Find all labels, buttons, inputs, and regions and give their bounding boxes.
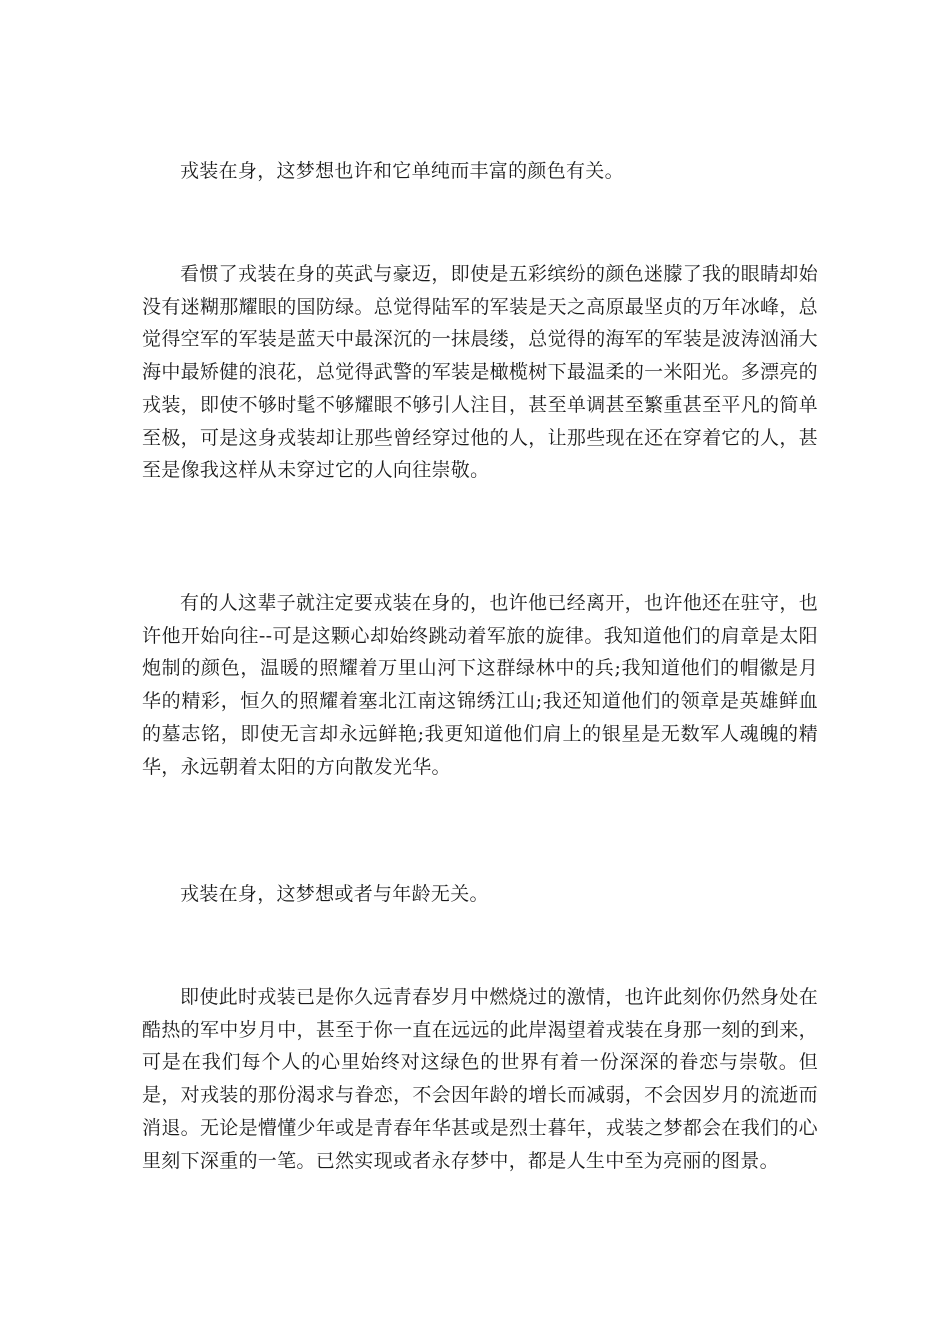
paragraph-5: 即使此时戎装已是你久远青春岁月中燃烧过的激情，也许此刻你仍然身处在酷热的军中岁月中，甚至于你一直在远远的此岸渴望着戎装在身那一刻的到来，可是在我们每个人的心里始终对这绿色的世界有着一份深深的眷恋与崇敬。但是，对戎装的那份渴求与眷恋，不会因年龄的增长而减弱，不会因岁月的流逝而消退。无论是懵懂少年或是青春年华甚或是烈士暮年，戎装之梦都会在我们的心里刻下深重的一笔。已然实现或者永存梦中，都是人生中至为亮丽的图景。 [142,986,818,1172]
paragraph-2: 看惯了戎装在身的英武与豪迈，即使是五彩缤纷的颜色迷朦了我的眼睛却始没有迷糊那耀眼的国防绿。总觉得陆军的军装是天之高原最坚贞的万年冰峰，总觉得空军的军装是蓝天中最深沉的一抹晨缕，总觉得的海军的军装是波涛汹涌大海中最矫健的浪花，总觉得武警的军装是橄榄树下最温柔的一米阳光。多漂亮的戎装，即使不够时髦不够耀眼不够引人注目，甚至单调甚至繁重甚至平凡的简单至极，可是这身戎装却让那些曾经穿过他的人，让那些现在还在穿着它的人，甚至是像我这样从未穿过它的人向往崇敬。 [142,263,818,482]
paragraph-3: 有的人这辈子就注定要戎装在身的，也许他已经离开，也许他还在驻守，也许他开始向往--可是这颗心却始终跳动着军旅的旋律。我知道他们的肩章是太阳炮制的颜色，温暖的照耀着万里山河下这群绿林中的兵;我知道他们的帽徽是月华的精彩，恒久的照耀着塞北江南这锦绣江山;我还知道他们的领章是英雄鲜血的墓志铭，即使无言却永远鲜艳;我更知道他们肩上的银星是无数军人魂魄的精华，永远朝着太阳的方向散发光华。 [142,592,818,778]
paragraph-1: 戎装在身，这梦想也许和它单纯而丰富的颜色有关。 [180,160,624,182]
paragraph-4: 戎装在身，这梦想或者与年龄无关。 [180,883,489,905]
